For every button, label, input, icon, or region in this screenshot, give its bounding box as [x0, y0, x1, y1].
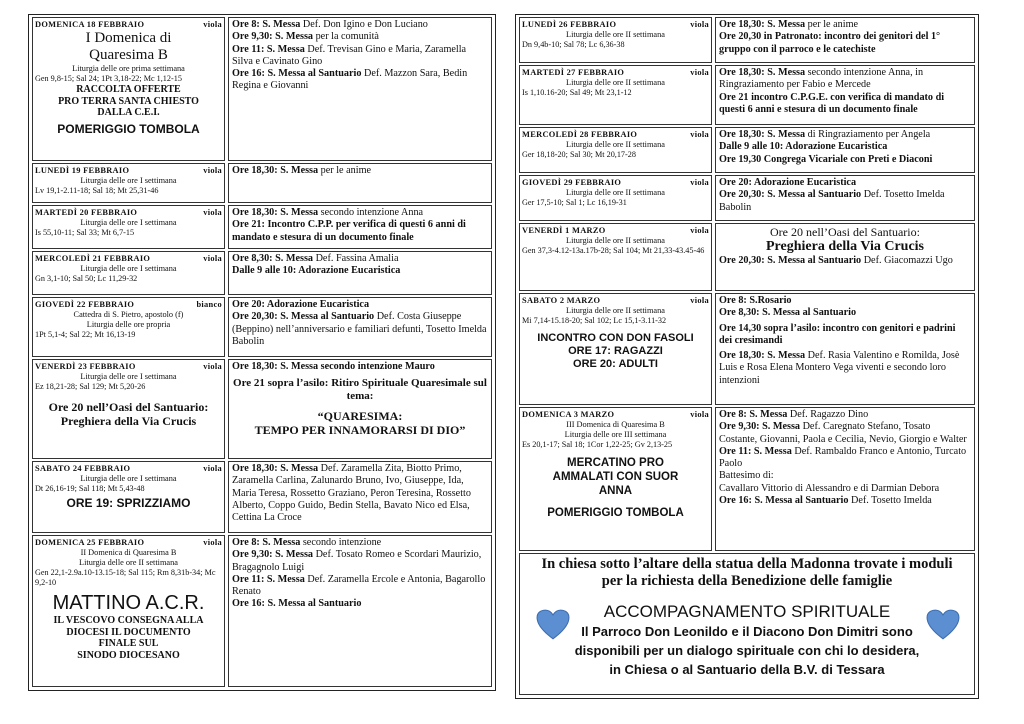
day-row [519, 127, 975, 173]
day-date: DOMENICA 25 FEBBRAIO [35, 538, 145, 547]
mass-entry: Ore 18,30: S. Messa Def. Rasia Valentino e Romilda, Josè Luis e Rosa Elena Montero Vega viventi e secondo loro intenzioni [719, 350, 960, 386]
right-column [515, 14, 979, 699]
day-readings: Mi 7,14-15.18-20; Sal 102; Lc 15,1-3.11-32 [522, 316, 667, 325]
mass-entry: Ore 14,30 sopra l’asilo: incontro con genitori e padrini dei cresimandi [719, 322, 956, 346]
day-liturgy: Liturgia delle ore II settimana [566, 306, 665, 315]
day-date: LUNEDÌ 26 FEBBRAIO [522, 20, 617, 29]
day-date: MARTEDÌ 27 FEBBRAIO [522, 68, 625, 77]
baptism-label: Battesimo di: [719, 470, 774, 482]
day-readings: Es 20,1-17; Sal 18; 1Cor 1,22-25; Gv 2,13-25 [522, 440, 673, 449]
day-note: DALLA C.E.I. [97, 107, 160, 118]
mass-entry: Ore 8: S. Messa Def. Don Igino e Don Luciano [232, 19, 428, 30]
mass-entry: Ore 20,30: S. Messa al Santuario Def. Costa Giuseppe (Beppino) nell’anniversario e familiari defunti, Tosetto Imelda Babolin [232, 311, 487, 347]
day-row [519, 17, 975, 63]
retreat-theme: TEMPO PER INNAMORARSI DI DIO” [254, 423, 466, 438]
day-row [32, 297, 492, 357]
mass-entry: Ore 16: S. Messa al Santuario Def. Mazzon Sara, Bedin Regina e Giovanni [232, 68, 468, 92]
day-liturgy: Liturgia delle ore II settimana [566, 236, 665, 245]
mass-entry: Ore 20: Adorazione Eucaristica [232, 299, 370, 310]
mass-entry: Ore 18,30: S. Messa secondo intenzione Anna [232, 207, 424, 218]
mass-entry: Dalle 9 alle 10: Adorazione Eucaristica [719, 141, 888, 153]
day-color: viola [690, 130, 709, 139]
day-note: SINODO DIOCESANO [77, 649, 180, 661]
day-info [32, 17, 225, 161]
mass-entry: Ore 8: S. Messa secondo intenzione [232, 537, 382, 548]
day-liturgy: Liturgia delle ore I settimana [80, 176, 177, 185]
spiritual-heading: ACCOMPAGNAMENTO SPIRITUALE [603, 602, 891, 621]
day-liturgy: Liturgia delle ore II settimana [566, 78, 665, 87]
day-info [519, 175, 712, 221]
day-date: SABATO 2 MARZO [522, 296, 601, 305]
mass-entry: Ore 18,30: S. Messa per le anime [232, 165, 372, 176]
day-date: MERCOLEDÌ 21 FEBBRAIO [35, 254, 151, 263]
day-color: viola [203, 166, 222, 175]
day-liturgy: Liturgia delle ore III settimana [564, 430, 667, 439]
day-liturgy: Cattedra di S. Pietro, apostolo (f) [73, 310, 184, 319]
day-schedule [228, 17, 492, 161]
mass-entry: Ore 20,30 in Patronato: incontro dei genitori del 1° gruppo con il parroco e le catechiste [719, 31, 941, 55]
day-schedule [228, 163, 492, 203]
day-color: viola [203, 538, 222, 547]
day-color: viola [203, 20, 222, 29]
day-note: INCONTRO CON DON FASOLI [537, 332, 694, 344]
day-readings: Lv 19,1-2.11-18; Sal 18; Mt 25,31-46 [35, 186, 159, 195]
day-color: viola [690, 410, 709, 419]
blessing-notice: In chiesa sotto l’altare della statua della Madonna trovate i moduli per la richiesta della Benedizione delle famiglie [541, 556, 953, 589]
day-schedule [228, 297, 492, 357]
mass-entry: Ore 16: S. Messa al Santuario [232, 598, 362, 610]
mass-entry: Ore 11: S. Messa Def. Rambaldo Franco e Antonio, Turcato Paolo [719, 445, 967, 470]
day-row [519, 65, 975, 125]
mass-entry: Ore 21 incontro C.P.G.E. con verifica di mandato di questi 6 anni e stesura di un documento finale [719, 91, 945, 115]
day-info [519, 17, 712, 63]
day-note: MERCATINO PRO [567, 457, 664, 469]
day-color: viola [203, 362, 222, 371]
mass-entry: Ore 20: Adorazione Eucaristica [719, 177, 857, 188]
day-readings: Gen 37,3-4.12-13a.17b-28; Sal 104; Mt 21,33-43.45-46 [522, 246, 705, 255]
mass-entry: Ore 18,30: S. Messa per le anime [719, 19, 859, 30]
day-info [519, 223, 712, 291]
day-note: AMMALATI CON SUOR [552, 471, 679, 483]
day-liturgy: III Domenica di Quaresima B [566, 420, 665, 429]
day-schedule [715, 175, 975, 221]
day-color: viola [690, 20, 709, 29]
mass-entry: Ore 18,30: S. Messa Def. Zaramella Zita, Biotto Primo, Zaramella Carlina, Zalunardo Bruno, Ivo, Giuseppe, Ida, Maria Teresa, Rossetto Graziano, Peron Teresina, Rossetto Alberto, Coppo Guido, Bedin Stella, Bavato Nico ed Elsa, Cettina La Croce [232, 463, 471, 524]
day-event: POMERIGGIO TOMBOLA [547, 507, 684, 519]
day-note: IL VESCOVO CONSEGNA ALLA [53, 615, 204, 626]
day-row [519, 175, 975, 221]
day-liturgy: Liturgia delle ore II settimana [566, 140, 665, 149]
day-schedule [715, 223, 975, 291]
spiritual-line: in Chiesa o al Santuario della B.V. di Tessara [609, 662, 885, 677]
day-date: MARTEDÌ 20 FEBBRAIO [35, 208, 138, 217]
day-info [519, 293, 712, 405]
day-readings: Ez 18,21-28; Sal 129; Mt 5,20-26 [35, 382, 146, 391]
via-crucis-note: Ore 20 nell’Oasi del Santuario: [770, 225, 920, 239]
day-row [519, 223, 975, 291]
day-note: Preghiera della Via Crucis [60, 414, 197, 428]
day-schedule [715, 293, 975, 405]
day-readings: Ger 17,5-10; Sal 1; Lc 16,19-31 [522, 198, 627, 207]
day-liturgy: Liturgia delle ore II settimana [566, 30, 665, 39]
footer-box [519, 553, 975, 695]
day-note: ANNA [598, 485, 633, 497]
day-readings: Ger 18,18-20; Sal 30; Mt 20,17-28 [522, 150, 636, 159]
day-info [519, 407, 712, 551]
day-event: POMERIGGIO TOMBOLA [57, 121, 200, 136]
day-color: viola [690, 68, 709, 77]
day-date: VENERDÌ 1 MARZO [522, 226, 606, 235]
day-date: SABATO 24 FEBBRAIO [35, 464, 131, 473]
day-row [32, 359, 492, 459]
day-info [32, 461, 225, 533]
day-event: ORE 19: SPRIZZIAMO [66, 496, 191, 510]
day-note: FINALE SUL [98, 638, 159, 649]
day-info [32, 163, 225, 203]
day-readings: Dt 26,16-19; Sal 118; Mt 5,43-48 [35, 484, 145, 493]
day-info [32, 251, 225, 295]
day-readings: Gen 22,1-2.9a.10-13.15-18; Sal 115; Rm 8,31b-34; Mc 9,2-10 [35, 568, 216, 587]
day-date: LUNEDÌ 19 FEBBRAIO [35, 166, 130, 175]
mass-entry: Dalle 9 alle 10: Adorazione Eucaristica [232, 265, 401, 277]
day-readings: Gn 3,1-10; Sal 50; Lc 11,29-32 [35, 274, 138, 283]
heart-icon [926, 608, 960, 642]
day-row [32, 205, 492, 249]
day-liturgy: Liturgia delle ore II settimana [79, 558, 178, 567]
via-crucis-title: Preghiera della Via Crucis [766, 239, 924, 254]
day-color: viola [690, 296, 709, 305]
day-date: GIOVEDÌ 29 FEBBRAIO [522, 178, 622, 187]
day-title: I Domenica di Quaresima B [85, 30, 172, 63]
day-event: MATTINO A.C.R. [52, 592, 205, 614]
day-row [519, 407, 975, 551]
day-date: VENERDÌ 23 FEBBRAIO [35, 362, 136, 371]
mass-entry: Ore 8: S.Rosario [719, 295, 792, 306]
day-row [519, 293, 975, 405]
day-readings: Gen 9,8-15; Sal 24; 1Pt 3,18-22; Mc 1,12-15 [35, 74, 182, 83]
day-row [32, 251, 492, 295]
mass-entry: Ore 19,30 Congrega Vicariale con Preti e Diaconi [719, 153, 933, 165]
mass-entry: Ore 9,30: S. Messa Def. Caregnato Stefano, Tosato Costante, Giovanni, Paola e Cecilia, Nevio, Giorgio e Walter [719, 421, 967, 445]
day-liturgy: Liturgia delle ore I settimana [80, 218, 177, 227]
day-color: viola [690, 178, 709, 187]
retreat-note: Ore 21 sopra l’asilo: Ritiro Spirituale Quaresimale sul tema: [233, 377, 487, 403]
day-schedule [715, 17, 975, 63]
day-color: viola [690, 226, 709, 235]
day-liturgy: Liturgia delle ore propria [86, 320, 171, 329]
day-note: DIOCESI IL DOCUMENTO [66, 626, 191, 638]
day-liturgy: II Domenica di Quaresima B [80, 548, 177, 557]
spiritual-line: disponibili per un dialogo spirituale con chi lo desidera, [574, 643, 920, 658]
day-schedule [228, 461, 492, 533]
mass-entry: Ore 8,30: S. Messa Def. Fassina Amalia [232, 253, 399, 264]
mass-entry: Ore 8: S. Messa Def. Ragazzo Dino [719, 409, 869, 420]
day-schedule [228, 205, 492, 249]
day-schedule [228, 535, 492, 687]
mass-entry: Ore 9,30: S. Messa Def. Tosato Romeo e Scordari Maurizio, Bragagnolo Luigi [232, 549, 482, 573]
day-row [32, 163, 492, 203]
day-row [32, 461, 492, 533]
day-info [519, 127, 712, 173]
day-schedule [228, 359, 492, 459]
day-schedule [715, 127, 975, 173]
day-note: PRO TERRA SANTA CHIESTO [58, 95, 199, 107]
day-date: GIOVEDÌ 22 FEBBRAIO [35, 300, 135, 309]
day-color: viola [203, 254, 222, 263]
day-row [32, 17, 492, 161]
day-date: MERCOLEDÌ 28 FEBBRAIO [522, 130, 638, 139]
mass-entry: Ore 11: S. Messa Def. Zaramella Ercole e Antonia, Bagarollo Renato [232, 573, 486, 598]
day-schedule [715, 407, 975, 551]
day-info [32, 535, 225, 687]
mass-entry: Ore 8,30: S. Messa al Santuario [719, 307, 857, 319]
day-info [519, 65, 712, 125]
day-color: viola [203, 208, 222, 217]
day-readings: Is 1,10.16-20; Sal 49; Mt 23,1-12 [522, 88, 632, 97]
mass-entry: Ore 21: Incontro C.P.P. per verifica di questi 6 anni di mandato e stesura di un documento finale [232, 219, 466, 243]
day-info [32, 359, 225, 459]
day-liturgy: Liturgia delle ore prima settimana [72, 64, 185, 73]
day-readings: Is 55,10-11; Sal 33; Mt 6,7-15 [35, 228, 135, 237]
mass-entry: Ore 20,30: S. Messa al Santuario Def. Tosetto Imelda Babolin [719, 189, 945, 213]
spiritual-line: Il Parroco Don Leonildo e il Diacono Don Dimitri sono [581, 624, 913, 639]
day-liturgy: Liturgia delle ore I settimana [80, 264, 177, 273]
day-note: Ore 20 nell’Oasi del Santuario: [48, 400, 209, 414]
baptism-name: Cavallaro Vittorio di Alessandro e di Darmian Debora [719, 482, 940, 494]
day-liturgy: Liturgia delle ore I settimana [80, 372, 177, 381]
mass-entry: Ore 18,30: S. Messa secondo intenzione Mauro [232, 361, 435, 372]
mass-entry: Ore 11: S. Messa Def. Trevisan Gino e Maria, Zaramella Silva e Cavinato Gino [232, 43, 467, 67]
day-row [32, 535, 492, 687]
day-liturgy: Liturgia delle ore II settimana [566, 188, 665, 197]
mass-entry: Ore 9,30: S. Messa per la comunità [232, 31, 379, 43]
day-note: ORE 20: ADULTI [573, 358, 658, 370]
left-column [28, 14, 496, 691]
day-readings: Dn 9,4b-10; Sal 78; Lc 6,36-38 [522, 40, 625, 49]
day-info [32, 297, 225, 357]
day-info [32, 205, 225, 249]
day-note: RACCOLTA OFFERTE [76, 84, 181, 95]
retreat-theme: “QUARESIMA: [317, 409, 403, 424]
mass-entry: Ore 16: S. Messa al Santuario Def. Tosetto Imelda [719, 495, 932, 507]
day-liturgy: Liturgia delle ore I settimana [80, 474, 177, 483]
day-color: viola [203, 464, 222, 473]
day-note: ORE 17: RAGAZZI [568, 345, 663, 357]
mass-entry: Ore 18,30: S. Messa secondo intenzione Anna, in Ringraziamento per Fabio e Mercede [719, 67, 924, 91]
day-schedule [228, 251, 492, 295]
heart-icon [536, 608, 570, 642]
day-color: bianco [196, 300, 222, 309]
mass-entry: Ore 20,30: S. Messa al Santuario Def. Giacomazzi Ugo [719, 255, 953, 266]
day-readings: 1Pt 5,1-4; Sal 22; Mt 16,13-19 [35, 330, 136, 339]
day-date: DOMENICA 18 FEBBRAIO [35, 20, 145, 29]
day-date: DOMENICA 3 MARZO [522, 410, 615, 419]
mass-entry: Ore 18,30: S. Messa di Ringraziamento per Angela [719, 129, 931, 140]
day-schedule [715, 65, 975, 125]
